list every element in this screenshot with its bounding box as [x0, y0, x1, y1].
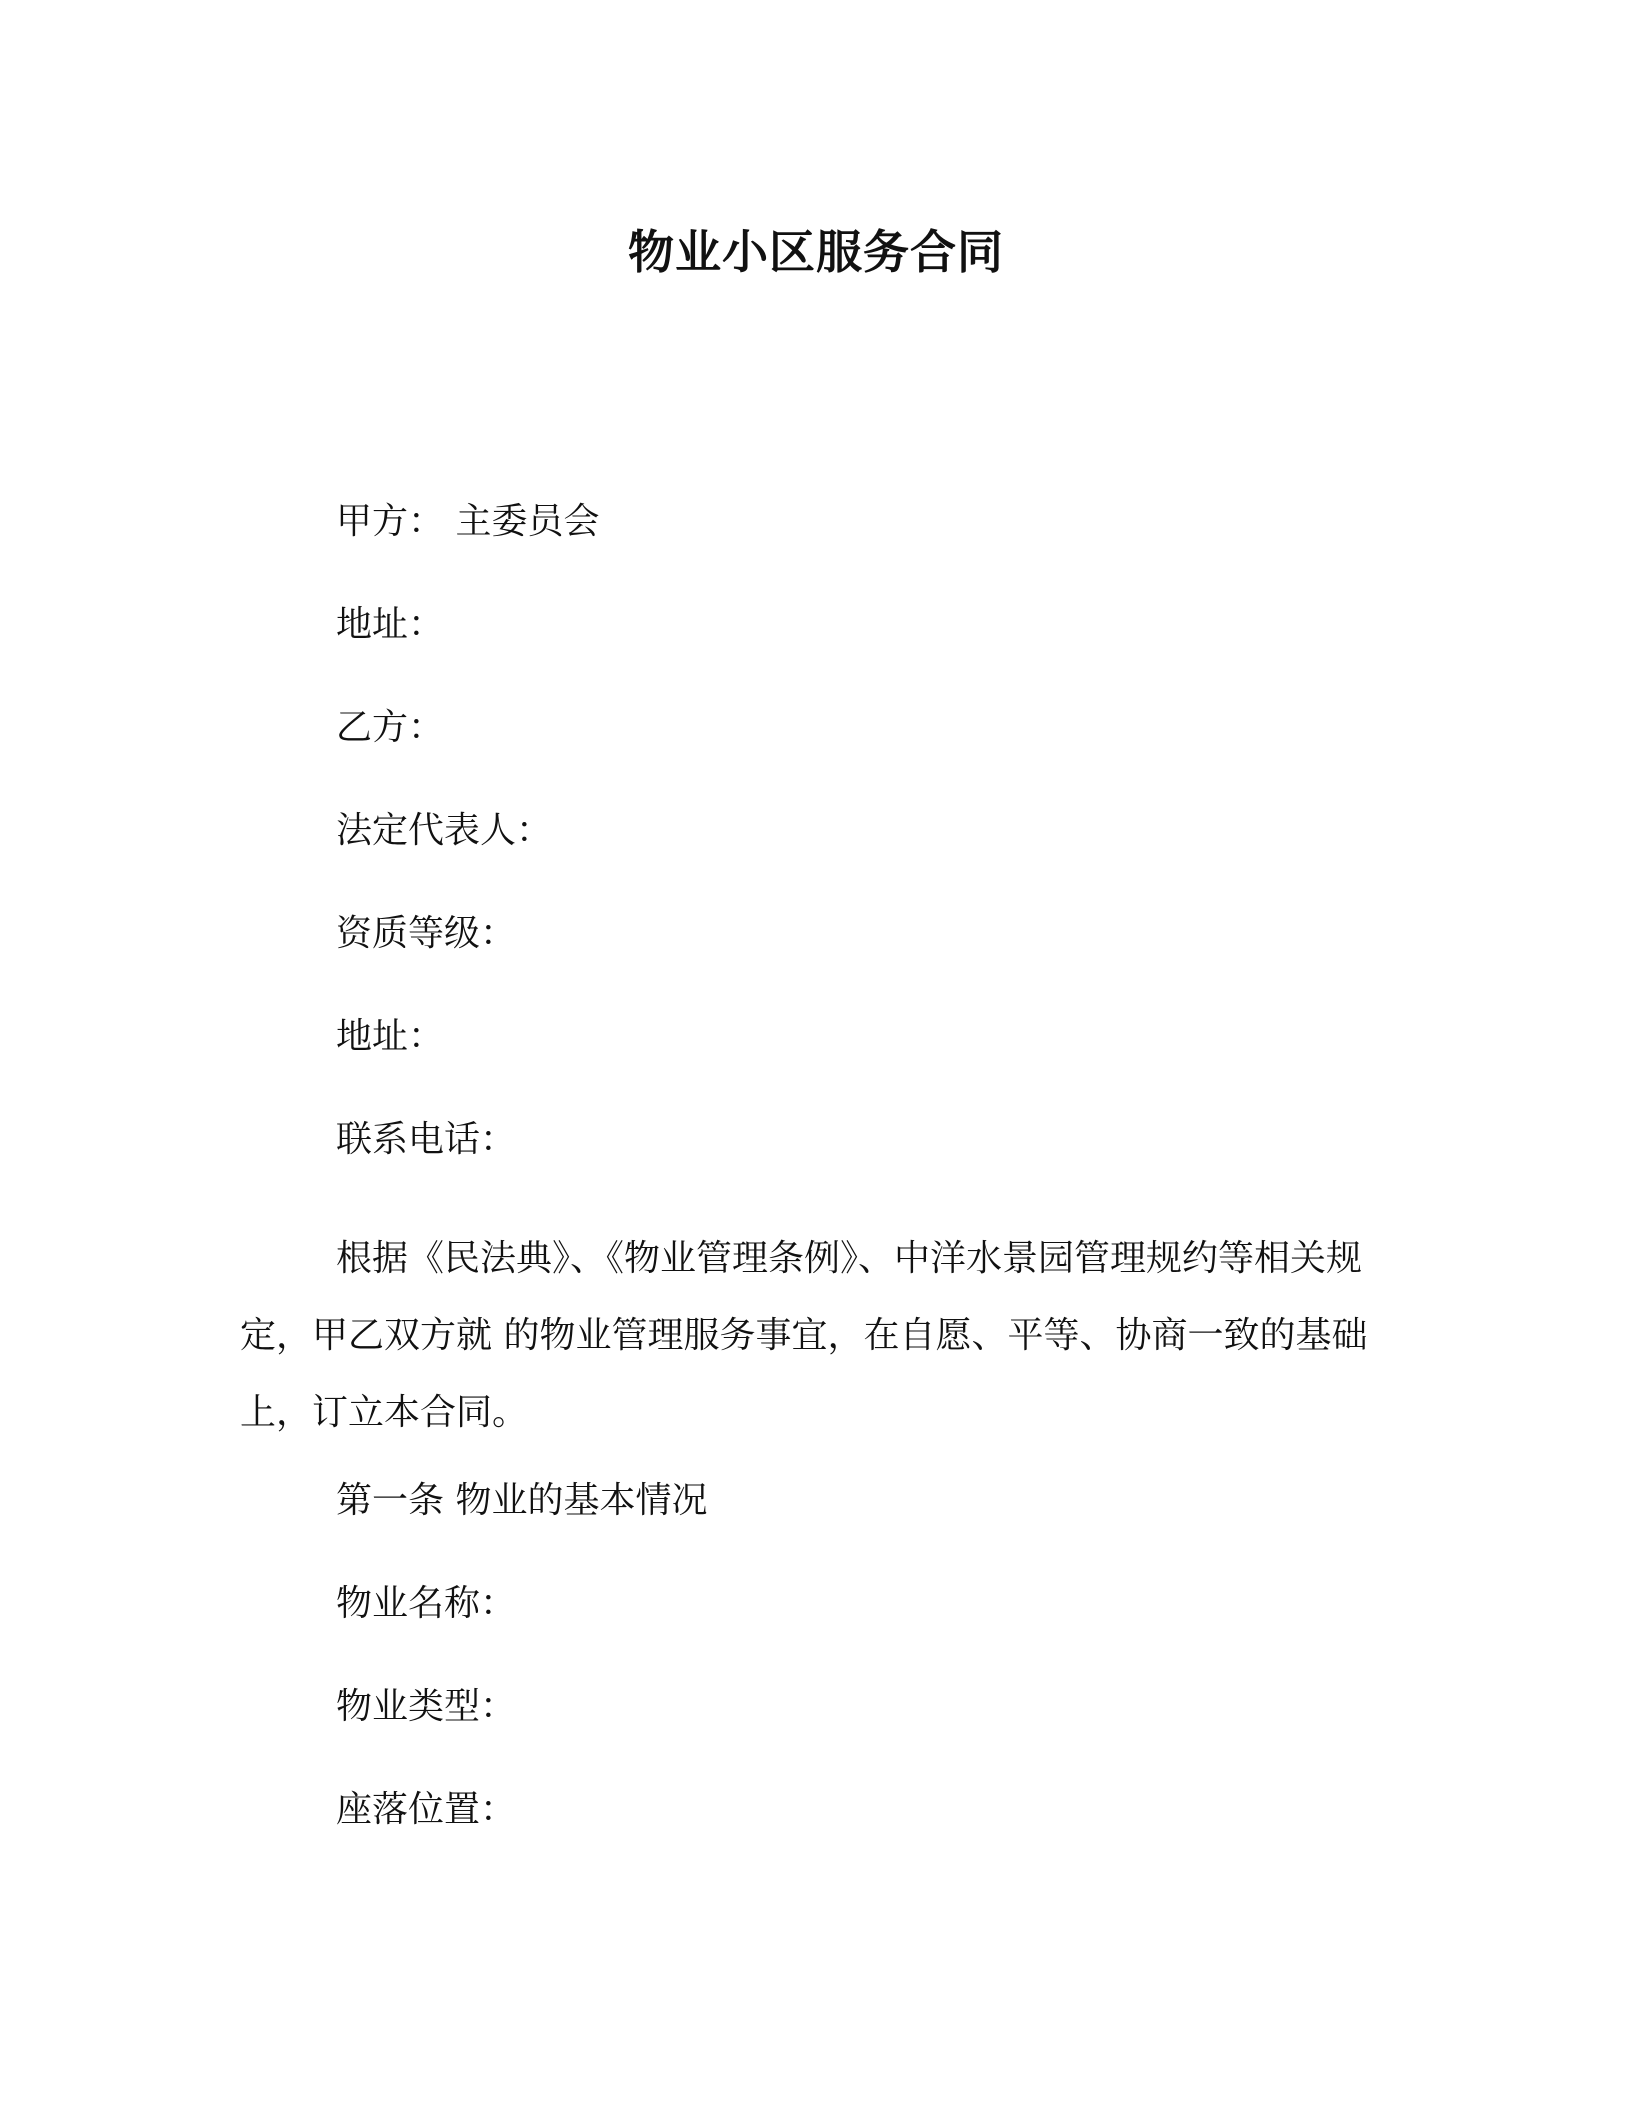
document-title: 物业小区服务合同 — [628, 225, 1004, 279]
party-a-line: 甲方： 主委员会 — [336, 501, 600, 542]
article-one-heading: 第一条 物业的基本情况 — [336, 1480, 708, 1521]
address-a-line: 地址： — [336, 604, 445, 645]
phone-line: 联系电话： — [336, 1119, 517, 1160]
address-b-line: 地址： — [336, 1016, 445, 1057]
qualification-line: 资质等级： — [336, 913, 517, 954]
intro-paragraph: 根据《民法典》、《物业管理条例》、中洋水景园管理规约等相关规定，甲乙双方就 的物业管理服务事宜，在自愿、平等、协商一致的基础上，订立本合同。 — [240, 1238, 1368, 1433]
location-line: 座落位置： — [336, 1789, 517, 1830]
party-b-line: 乙方： — [336, 707, 445, 748]
property-type-line: 物业类型： — [336, 1686, 517, 1727]
property-name-line: 物业名称： — [336, 1583, 517, 1624]
legal-representative-line: 法定代表人： — [336, 810, 553, 851]
